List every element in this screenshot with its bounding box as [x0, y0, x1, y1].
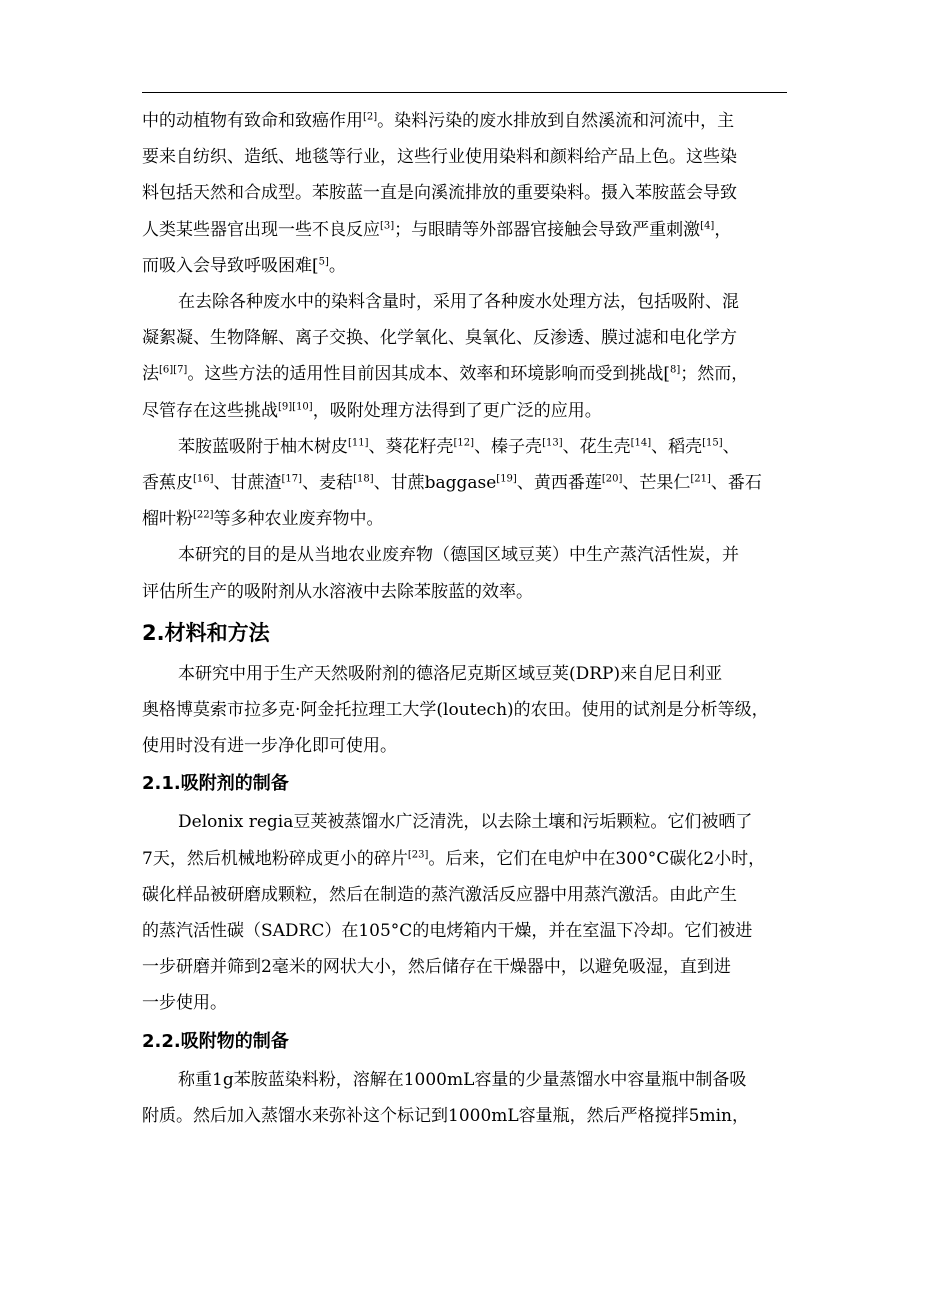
citation-ref: [16] [193, 473, 214, 485]
header-rule [142, 92, 787, 93]
citation-ref: [23] [407, 849, 429, 860]
citation-ref: [13] [542, 437, 563, 449]
subsection-heading-adsorbent-prep: 2.1.吸附剂的制备 [142, 773, 289, 795]
citation-ref: 8] [669, 364, 681, 376]
paragraph-intro-continued: 中的动植物有致命和致癌作用[2]。染料污染的废水排放到自然溪流和河流中，主 要来自纺织、造纸、地毯等行业，这些行业使用染料和颜料给产品上色。这些染 料包括天然和合成型。苯胺蓝一直是向溪流排放的重要染料。摄入苯胺蓝会导致 人类某些器官出现一些不良反应[3]；与眼睛等外部器官接触会导致严重刺激[4]， 而吸入会导致呼吸困难[$^{5]}$。 [142, 111, 737, 276]
citation-ref: 5] [318, 256, 329, 268]
citation-ref: [3] [380, 219, 395, 231]
citation-ref: [20] [601, 473, 623, 485]
citation-ref: [12] [453, 437, 475, 449]
paragraph-adsorbents-list: 苯胺蓝吸附于柚木树皮[11]、葵花籽壳[12]、榛子壳[13]、花生壳[14]、稻壳[15]、 香蕉皮[16]、甘蔗渣[17]、麦秸[18]、甘蔗baggase[19]、黄西番莲[20]、芒果仁[21]、番石 榴叶粉[22]等多种农业废弃物中。 [142, 436, 762, 530]
citation-ref: [14] [630, 437, 652, 449]
paragraph-adsorbate-prep: 称重1g苯胺蓝染料粉，溶解在1000mL容量的少量蒸馏水中容量瓶中制备吸 附质。然后加入蒸馏水来弥补这个标记到1000mL容量瓶，然后严格搅拌5min， [142, 1069, 749, 1126]
subsection-heading-adsorbate-prep: 2.2.吸附物的制备 [142, 1030, 289, 1052]
citation-ref: [17] [281, 473, 303, 485]
paragraph-materials: 本研究中用于生产天然吸附剂的德洛尼克斯区域豆荚(DRP)来自尼日利亚 奥格博莫索市拉多克·阿金托拉理工大学(loutech)的农田。使用的试剂是分析等级， 使用时没有进一步净化即可使用。 [142, 663, 769, 757]
citation-ref: [21] [690, 473, 711, 485]
paragraph-study-aim: 本研究的目的是从当地农业废弃物（德国区域豆荚）中生产蒸汽活性炭，并 评估所生产的吸附剂从水溶液中去除苯胺蓝的效率。 [142, 545, 739, 602]
citation-ref: [6][7] [159, 364, 188, 376]
citation-ref: [22] [193, 509, 214, 521]
citation-ref: [18] [353, 473, 374, 485]
citation-ref: [11] [348, 437, 369, 449]
citation-ref: [9][10] [278, 400, 313, 412]
citation-ref: [4] [700, 219, 715, 231]
paragraph-treatment-methods: 在去除各种废水中的染料含量时，采用了各种废水处理方法，包括吸附、混 凝絮凝、生物降解、离子交换、化学氧化、臭氧化、反渗透、膜过滤和电化学方 法[6][7]。这些方法的适用性目前因其成本、效率和环境影响而受到挑战[$^{8]}$；然而， 尽管存在这些挑战[9][10]，吸附处理方法得到了更广泛的应用。 [142, 292, 749, 421]
citation-ref: [19] [496, 473, 517, 485]
citation-ref: [2] [363, 111, 378, 123]
citation-ref: [15] [702, 437, 723, 449]
section-heading-materials-methods: 2.材料和方法 [142, 620, 270, 645]
paragraph-adsorbent-prep: Delonix regia豆荚被蒸馏水广泛清洗，以去除土壤和污垢颗粒。它们被晒了 7天，然后机械地粉碎成更小的碎片[23]。后来，它们在电炉中在300°C碳化2小时， 碳化样品被研磨成颗粒，然后在制造的蒸汽激活反应器中用蒸汽激活。由此产生 的蒸汽活性碳（SADRC）在105°C的电烤箱内干燥，并在室温下冷却。它们被进 一步研磨并筛到2毫米的网状大小，然后储存在干燥器中，以避免吸湿，直到进 一步使用。 [142, 812, 766, 1014]
document-body [142, 103, 792, 1134]
